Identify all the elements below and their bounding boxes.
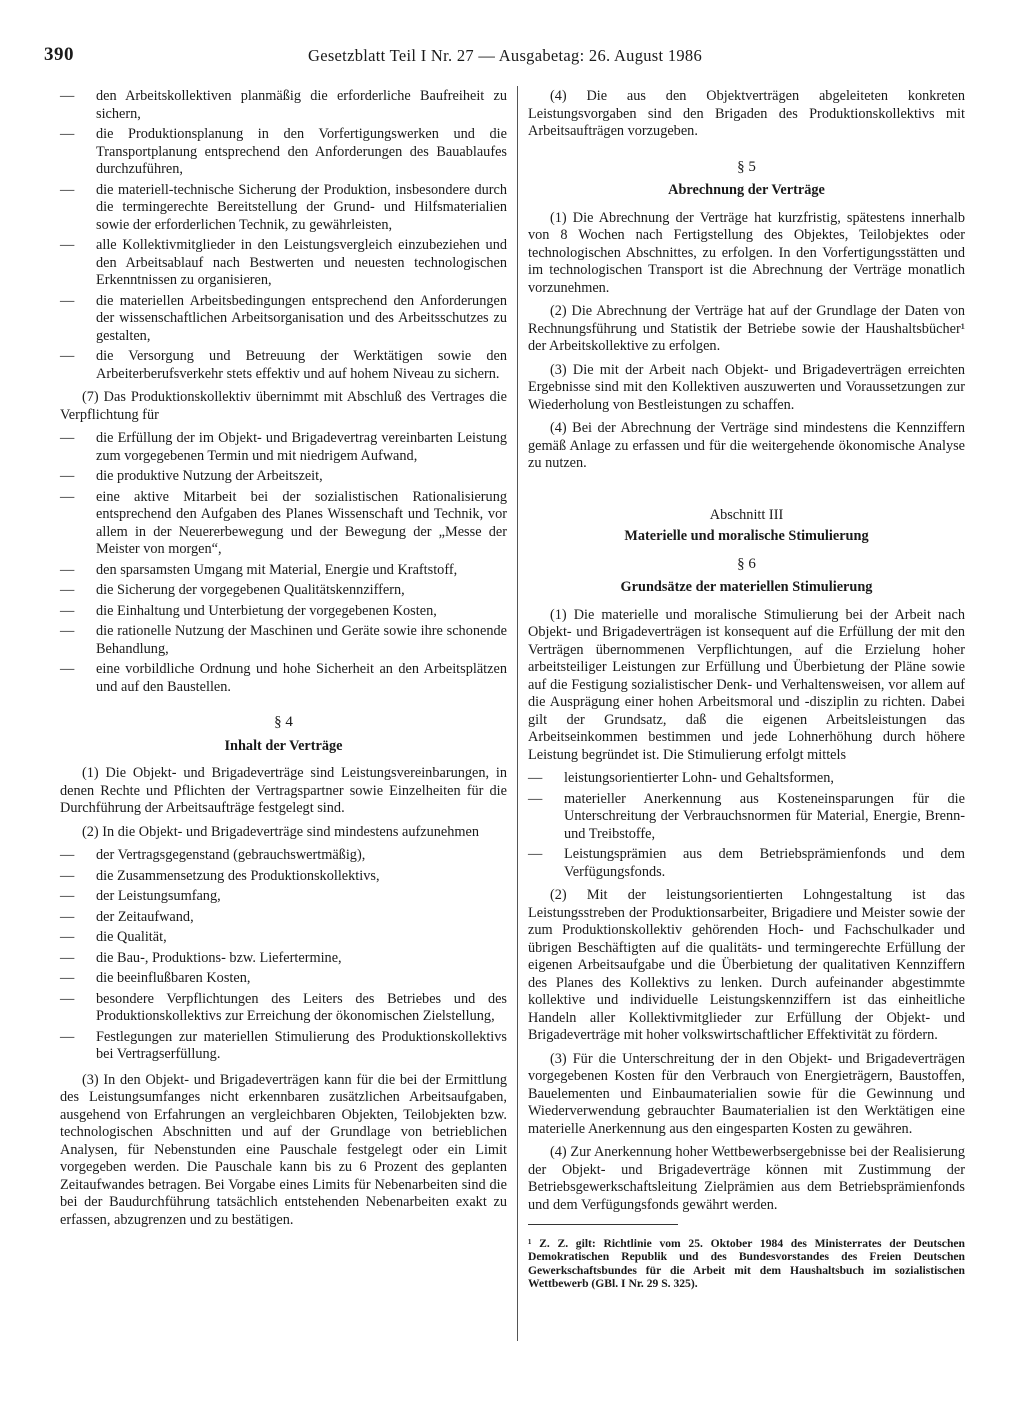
section-4-title: Inhalt der Verträge	[224, 737, 343, 754]
list-item: — die produktive Nutzung der Arbeitszeit,	[60, 468, 323, 484]
list-item: — den sparsamsten Umgang mit Material, Energie und Kraftstoff,	[60, 561, 458, 578]
section-4-paragraph-3: (3) In den Objekt- und Brigadeverträgen kann für die bei der Ermittlung des Leistungsumfanges nicht erkennbaren zusätzlichen Arbeitsaufgaben, ausgehend von Erfahrungen an vergleichbaren Objekten, Teilobjekten bzw. technologischen Abschnitten und auf der Grundlage von betrieblichen Analysen, für Nebenstunden eine Pauschale festgelegt oder ein Limit vorgegeben werden. Die Pauschale kann bis zu 6 Prozent des geplanten Zeitaufwandes betragen. Bei Vorgabe eines Limits für Nebenarbeiten sind die bei der Baudurchführung tatsächlich entstehenden Nebenarbeiten exakt zu erfassen, abzugrenzen und zu bestätigen.	[60, 1071, 507, 1228]
section-5-sign: § 5	[737, 158, 756, 175]
section-5-title: Abrechnung der Verträge	[668, 182, 825, 198]
section-4-paragraph-2: (2) In die Objekt- und Brigadeverträge sind mindestens aufzunehmen	[82, 823, 480, 840]
list-obligations-collective	[60, 430, 507, 696]
section-4-sign: § 4	[274, 714, 293, 730]
right-column	[528, 88, 965, 1302]
list-contract-contents	[60, 847, 507, 1064]
left-column	[60, 88, 507, 1235]
section-4-paragraph-4: (4) Die aus den Objektverträgen abgeleiteten konkreten Leistungsvorgaben sind den Brigaden des Produktionskollektivs mit Arbeitsaufträgen vorzugeben.	[528, 88, 965, 139]
list-item: — die Erfüllung der im Objekt- und Brigadevertrag vereinbarten Leistung zum vorgegebenen Termin und mit niedrigem Aufwand,	[60, 430, 507, 464]
section-6-title: Grundsätze der materiellen Stimulierung	[620, 579, 873, 595]
list-item: — die Bau-, Produktions- bzw. Liefertermine,	[60, 949, 342, 966]
list-item: — eine vorbildliche Ordnung und hohe Sicherheit an den Arbeitsplätzen und auf den Baustellen.	[60, 661, 507, 695]
section-5-paragraph-2: (2) Die Abrechnung der Verträge hat auf der Grundlage der Daten von Rechnungsführung und Statistik der Betriebe sowie der Haushaltsbücher¹ der Arbeitskollektive zu erfolgen.	[528, 303, 965, 354]
section-5-paragraph-4: (4) Bei der Abrechnung der Verträge sind mindestens die Kennziffern gemäß Anlage zu erfassen und für die weitergehende ökonomische Analyse zu nutzen.	[528, 420, 965, 471]
section-5-paragraph-1: (1) Die Abrechnung der Verträge hat kurzfristig, spätestens innerhalb von 8 Wochen nach Fertigstellung des Objektes, Teilobjektes oder technologischen Abschnittes, zu erfolgen. In den Vorfertigungsstätten und im technologischen Transport ist die Abrechnung der Verträge monatlich vorzunehmen.	[528, 209, 965, 296]
section-6-sign: § 6	[737, 555, 756, 572]
list-item: — alle Kollektivmitglieder in den Leistungsvergleich einzubeziehen und den Arbeitsablauf nach Bestwerten und neuesten technologischen Erkenntnissen zu organisieren,	[60, 237, 507, 288]
footnote-rule	[528, 1224, 678, 1225]
list-item: — die materiell-technische Sicherung der Produktion, insbesondere durch die termingerechte Bereitstellung der Grund- und Hilfsmaterialien sowie der erforderlichen Technik, zu gewährleisten,	[60, 181, 507, 233]
list-item: — der Zeitaufwand,	[60, 908, 194, 925]
list-item: — die rationelle Nutzung der Maschinen und Geräte sowie ihre schonende Behandlung,	[60, 623, 507, 657]
section-5-paragraph-3: (3) Die mit der Arbeit nach Objekt- und Brigadeverträgen erreichten Ergebnisse sind mit den Kollektiven auszuwerten und Voraussetzungen zur Wiederholung von Bestleistungen zu schaffen.	[528, 361, 965, 413]
part-heading: Abschnitt III	[709, 506, 784, 523]
list-item: — die Qualität,	[60, 929, 167, 945]
list-stimulation-means	[528, 770, 965, 881]
list-item: — besondere Verpflichtungen des Leiters des Betriebes und des Produktionskollektivs zur Erreichung der ökonomischen Zielstellung,	[60, 990, 507, 1024]
list-item: — die Einhaltung und Unterbietung der vorgegebenen Kosten,	[60, 602, 437, 619]
section-6-paragraph-4: (4) Zur Anerkennung hoher Wettbewerbsergebnisse bei der Realisierung der Objekt- und Brigadeverträge können mit Zustimmung der Betriebsgewerkschaftsleitung Zielprämien aus dem Betriebsprämienfonds und dem Verfügungsfonds gewährt werden.	[528, 1144, 965, 1213]
list-item: — materieller Anerkennung aus Kosteneinsparungen für die Unterschreitung der Verbrauchsnormen für Material, Energie, Brenn- und Treibstoffe,	[528, 790, 965, 842]
section-4-paragraph-1: (1) Die Objekt- und Brigadeverträge sind Leistungsvereinbarungen, in denen Rechte und Pflichten der Vertragspartner sowie Einzelheiten für die Durchführung der Arbeitsaufträge festgelegt sind.	[60, 765, 507, 816]
list-item: — Festlegungen zur materiellen Stimulierung des Produktionskollektivs bei Vertragserfüllung.	[60, 1028, 507, 1062]
page-number: 390	[44, 44, 74, 65]
section-6-paragraph-2: (2) Mit der leistungsorientierten Lohngestaltung ist das Leistungsstreben der Produktionsarbeiter, Brigadiere und Meister sowie der zum Produktionskollektiv gehörenden Hoch- und Fachschulkader und übrigen Beschäftigten auf die qualitäts- und termingerechte Erfüllung der eigenen Arbeitsaufgabe und die Überbietung der qualitativen Kennziffern des Planes des Kollektivs zu lenken. Durch aufeinander abgestimmte kollektive und individuelle Leistungskennziffern ist das einheitliche Handeln aller Kollektivmitglieder zur Erfüllung der Objekt- und Brigadeverträge mit hoher volkswirtschaftlicher Effektivität zu fördern.	[528, 887, 965, 1043]
section-6-paragraph-3: (3) Für die Unterschreitung der in den Objekt- und Brigadeverträgen vorgegebenen Kosten für den Verbrauch von Energieträgern, Baustoffen, Bauelementen und Einbaumaterialien sowie für die Gewinnung und Wiederverwendung gebrauchter Baumaterialien ist den Werktätigen eine materielle Anerkennung aus den eingesparten Kosten zu gewähren.	[528, 1050, 965, 1137]
list-item: — der Vertragsgegenstand (gebrauchswertmäßig),	[60, 847, 366, 863]
list-item: — die materiellen Arbeitsbedingungen entsprechend den Anforderungen der wissenschaftlichen Arbeitsorganisation und des Arbeitsschutzes zu gestalten,	[60, 292, 507, 344]
page-header	[44, 44, 974, 70]
list-item: — die Versorgung und Betreuung der Werktätigen sowie den Arbeiterberufsverkehr stets effektiv und auf hohem Niveau zu sichern.	[60, 348, 507, 382]
part-title: Materielle und moralische Stimulierung	[624, 528, 869, 544]
footnote: ¹ Z. Z. gilt: Richtlinie vom 25. Oktober 1984 des Ministerrates der Deutschen Demokratischen Republik und des Bundesvorstandes des Freien Deutschen Gewerkschaftsbundes für die Arbeit mit dem Haushaltsbuch im sozialistischen Wettbewerb (GBl. I Nr. 29 S. 325).	[528, 1236, 965, 1291]
running-title: Gesetzblatt Teil I Nr. 27 — Ausgabetag: 26. August 1986	[308, 46, 703, 65]
list-item: — den Arbeitskollektiven planmäßig die erforderliche Baufreiheit zu sichern,	[60, 88, 507, 122]
list-item: — leistungsorientierter Lohn- und Gehaltsformen,	[528, 770, 834, 786]
list-item: — die beeinflußbaren Kosten,	[60, 970, 251, 986]
section-6-paragraph-1: (1) Die materielle und moralische Stimulierung bei der Arbeit nach Objekt- und Brigadeverträgen ist konsequent auf die Erfüllung der mit den Verträgen übernommenen Verpflichtungen, auf die Erzielung hoher arbeitsteiliger Leistungen zur Erfüllung und Überbietung der Pläne sowie auf die Festigung sozialistischer Denk- und Verhaltensweisen, vor allem auf die Ausprägung einer hohen Arbeitsmoral und -disziplin zu richten. Dabei gilt der Grundsatz, daß die eigenen Arbeitsleistungen das Arbeitseinkommen bestimmen und jede Lohnerhöhung durch höhere Leistung begründet ist. Die Stimulierung erfolgt mittels	[528, 606, 965, 763]
list-item: — die Produktionsplanung in den Vorfertigungswerken und die Transportplanung entsprechend den Anforderungen des Bauablaufes durchzuführen,	[60, 126, 507, 177]
list-item: — die Sicherung der vorgegebenen Qualitätskennziffern,	[60, 582, 405, 598]
paragraph-7: (7) Das Produktionskollektiv übernimmt mit Abschluß des Vertrages die Verpflichtung für	[60, 389, 507, 423]
list-item: — der Leistungsumfang,	[60, 888, 221, 904]
list-item: — die Zusammensetzung des Produktionskollektivs,	[60, 867, 380, 884]
list-obligations-leader	[60, 88, 507, 383]
column-divider	[517, 86, 518, 1341]
list-item: — Leistungsprämien aus dem Betriebsprämienfonds und dem Verfügungsfonds.	[528, 846, 965, 880]
list-item: — eine aktive Mitarbeit bei der sozialistischen Rationalisierung entsprechend den Aufgaben des Planes Wissenschaft und Technik, vor allem in der Neuererbewegung und der Bewegung der „Messe der Meister von morgen“,	[60, 488, 507, 557]
